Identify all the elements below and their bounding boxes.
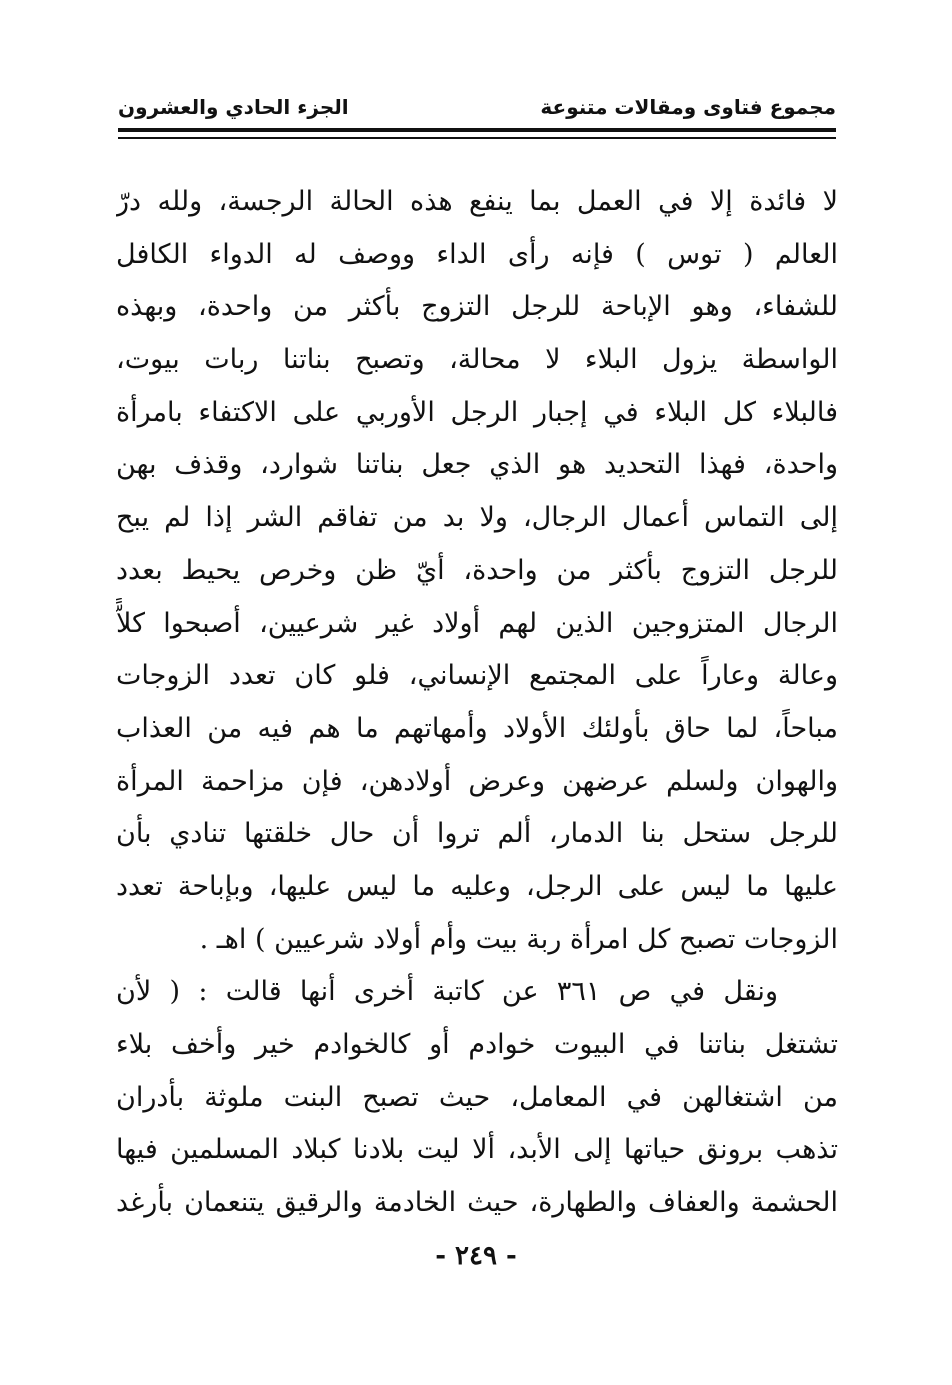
text-line: فالبلاء كل البلاء في إجبار الرجل الأوربي على الاكتفاء بامرأة	[116, 396, 838, 428]
text-line: الرجال المتزوجين الذين لهم أولاد غير شرعيين، أصبحوا كلاًّ	[116, 607, 838, 639]
page-number: - ٢٤٩ -	[435, 1241, 517, 1271]
volume-title: الجزء الحادي والعشرون	[118, 95, 349, 119]
text-line: العالم ( توس ) فإنه رأى الداء ووصف له الدواء الكافل	[116, 238, 838, 270]
paragraph-start-line: ونقل في ص ٣٦١ عن كاتبة أخرى أنها قالت : ( لأن	[116, 976, 778, 1008]
text-line: تشتغل بناتنا في البيوت خوادم أو كالخوادم خير وأخف بلاء	[116, 1029, 838, 1060]
text-line: للرجل ستحل بنا الدمار، ألم تروا أن حال خلقتها تنادي بأن	[116, 818, 838, 850]
text-line: تذهب برونق حياتها إلى الأبد، ألا ليت بلادنا كبلاد المسلمين فيها	[116, 1134, 838, 1166]
running-header	[118, 92, 836, 126]
text-line: إلى التماس أعمال الرجال، ولا بد من تفاقم الشر إذا لم يبح	[116, 502, 838, 534]
text-line: الحشمة والعفاف والطهارة، حيث الخادمة والرقيق يتنعمان بأرغد	[116, 1187, 838, 1219]
text-line: وعالة وعاراً على المجتمع الإنساني، فلو كان تعدد الزوجات	[116, 660, 838, 692]
text-line: للشفاء، وهو الإباحة للرجل التزوج بأكثر من واحدة، وبهذه	[116, 291, 838, 323]
header-rule-thin	[118, 137, 836, 139]
text-line: مباحاً، لما حاق بأولئك الأولاد وأمهاتهم ما هم فيه من العذاب	[116, 712, 838, 744]
text-line: لا فائدة إلا في العمل بما ينفع هذه الحالة الرجسة، ولله درّ	[116, 186, 838, 217]
text-line: واحدة، فهذا التحديد هو الذي جعل بناتنا شوارد، وقذف بهن	[116, 449, 838, 481]
text-line: للرجل التزوج بأكثر من واحدة، أيّ ظن وخرص يحيط بعدد	[116, 554, 838, 586]
text-line: من اشتغالهن في المعامل، حيث تصبح البنت ملوثة بأدران	[116, 1081, 838, 1113]
header-rule-thick	[118, 128, 836, 132]
book-title: مجموع فتاوى ومقالات متنوعة	[540, 95, 836, 119]
text-line: والهوان ولسلم عرضهن وعرض أولادهن، فإن مزاحمة المرأة	[116, 765, 838, 797]
body-text	[116, 176, 838, 1230]
text-line: عليها ما ليس على الرجل، وعليه ما ليس عليها، وبإباحة تعدد	[116, 870, 838, 902]
paragraph-end-line: الزوجات تصبح كل امرأة ربة بيت وأم أولاد شرعيين ) اهـ .	[199, 923, 838, 955]
text-line: الواسطة يزول البلاء لا محالة، وتصبح بناتنا ربات بيوت،	[116, 344, 838, 376]
